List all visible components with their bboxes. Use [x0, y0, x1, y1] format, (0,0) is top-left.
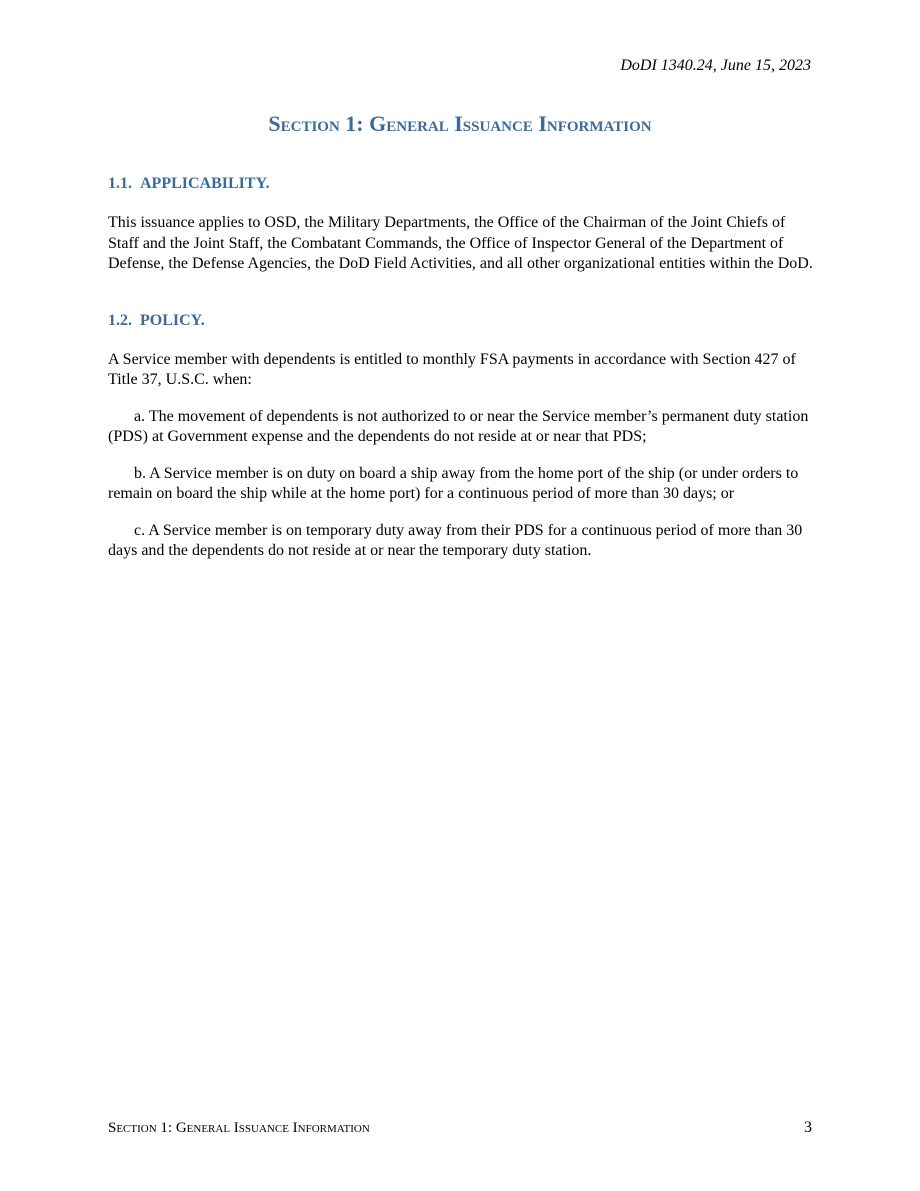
applicability-section — [108, 174, 813, 275]
running-header: DoDI 1340.24, June 15, 2023 — [620, 57, 811, 74]
policy-item-a: a. The movement of dependents is not authorized to or near the Service member’s permanent duty station (PDS) at Government expense and the dependents do not reside at or near that PDS; — [108, 407, 809, 445]
document-body — [108, 174, 813, 562]
applicability-paragraph: This issuance applies to OSD, the Military Departments, the Office of the Chairman of the Joint Chiefs of Staff and the Joint Staff, the Combatant Commands, the Office of Inspector General of the Department of Defense, the Defense Agencies, the DoD Field Activities, and all other organizational entities within the DoD. — [108, 214, 813, 272]
footer-section-label: Section 1: General Issuance Information — [108, 1120, 370, 1136]
applicability-heading-text: APPLICABILITY. — [140, 175, 270, 192]
policy-heading-text: POLICY. — [140, 311, 205, 329]
policy-heading — [108, 311, 813, 331]
policy-intro-paragraph: A Service member with dependents is entitled to monthly FSA payments in accordance with Section 427 of Title 37, U.S.C. when: — [108, 350, 796, 388]
section-title: Section 1: General Issuance Information — [268, 111, 652, 136]
policy-number: 1.2. — [108, 311, 132, 329]
policy-section — [108, 311, 813, 562]
policy-item-c: c. A Service member is on temporary duty away from their PDS for a continuous period of more than 30 days and the dependents do not reside at or near the temporary duty station. — [108, 521, 803, 559]
policy-item-b: b. A Service member is on duty on board a ship away from the home port of the ship (or under orders to remain on board the ship while at the home port) for a continuous period of more than 30 days; or — [108, 464, 799, 502]
applicability-heading — [108, 174, 813, 194]
running-footer — [108, 1118, 812, 1138]
applicability-number: 1.1. — [108, 175, 132, 192]
page-number: 3 — [804, 1119, 812, 1136]
